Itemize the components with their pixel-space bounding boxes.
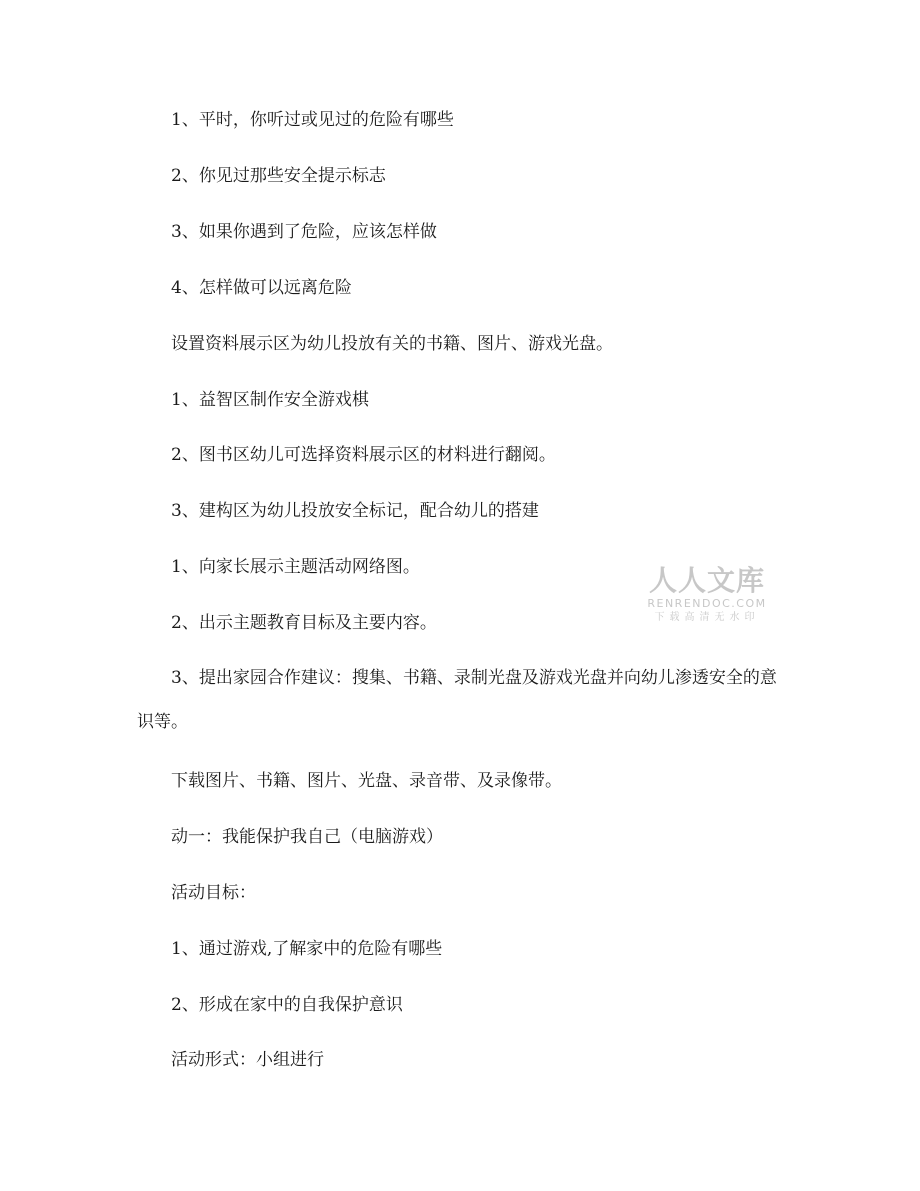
paragraph-14: 活动目标： bbox=[171, 883, 256, 903]
watermark-subtitle: 下载高清无水印 bbox=[654, 612, 760, 623]
paragraph-9: 1、向家长展示主题活动网络图。 bbox=[171, 557, 420, 577]
paragraph-4: 4、怎样做可以远离危险 bbox=[171, 278, 352, 298]
paragraph-5: 设置资料展示区为幼儿投放有关的书籍、图片、游戏光盘。 bbox=[171, 334, 613, 354]
paragraph-15: 1、通过游戏,了解家中的危险有哪些 bbox=[171, 939, 443, 959]
paragraph-7: 2、图书区幼儿可选择资料展示区的材料进行翻阅。 bbox=[171, 445, 556, 465]
paragraph-10: 2、出示主题教育目标及主要内容。 bbox=[171, 613, 437, 633]
paragraph-13: 动一：我能保护我自己（电脑游戏） bbox=[171, 827, 443, 847]
watermark-domain: RENRENDOC.COM bbox=[647, 597, 767, 610]
paragraph-12: 下载图片、书籍、图片、光盘、录音带、及录像带。 bbox=[171, 771, 562, 791]
paragraph-1: 1、平时，你听过或见过的危险有哪些 bbox=[171, 110, 454, 130]
watermark-title: 人人文库 bbox=[648, 564, 765, 597]
paragraph-2: 2、你见过那些安全提示标志 bbox=[171, 166, 386, 186]
paragraph-3: 3、如果你遇到了危险，应该怎样做 bbox=[171, 222, 437, 242]
paragraph-8: 3、建构区为幼儿投放安全标记，配合幼儿的搭建 bbox=[171, 501, 539, 521]
watermark bbox=[640, 566, 774, 624]
paragraph-11: 3、提出家园合作建议：搜集、书籍、录制光盘及游戏光盘并向幼儿渗透安全的意识等。 bbox=[137, 668, 777, 732]
paragraph-17: 活动形式：小组进行 bbox=[171, 1050, 324, 1070]
paragraph-6: 1、益智区制作安全游戏棋 bbox=[171, 390, 369, 410]
paragraph-16: 2、形成在家中的自我保护意识 bbox=[171, 995, 403, 1015]
